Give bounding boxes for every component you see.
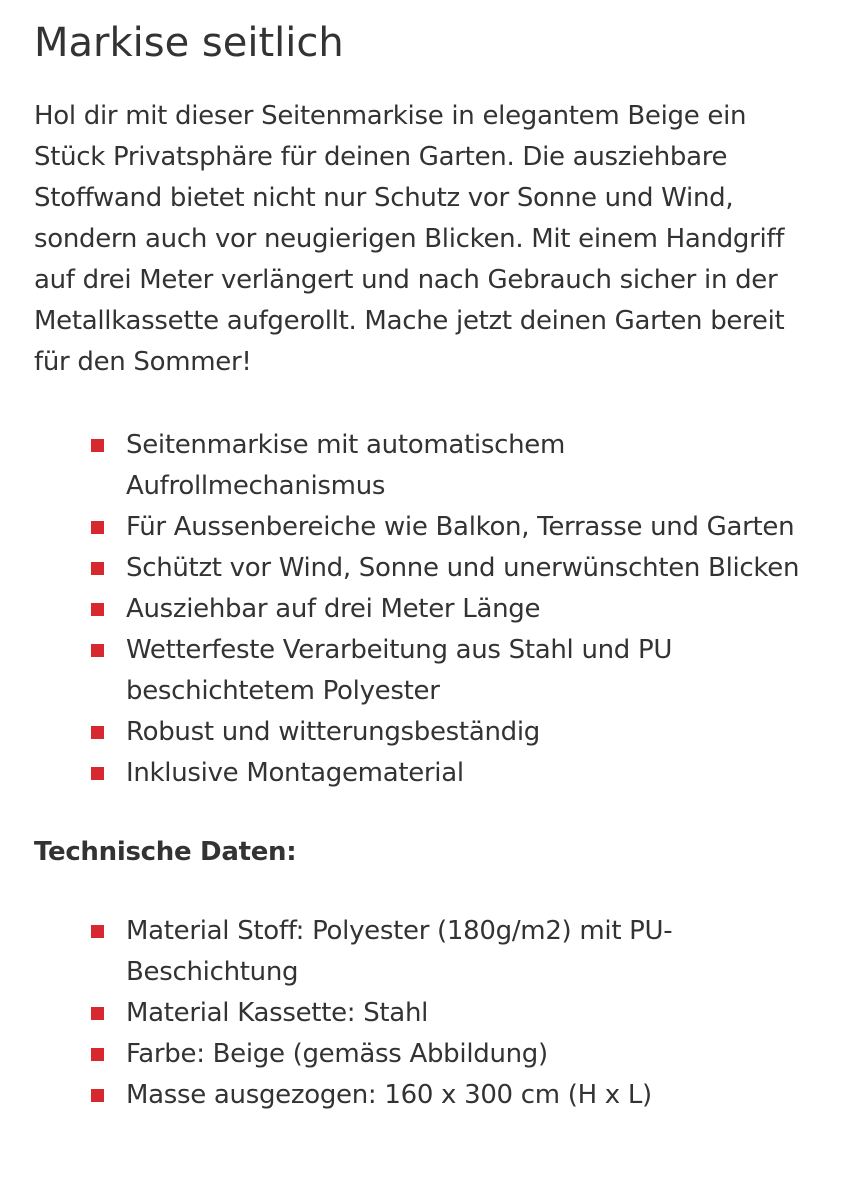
feature-item xyxy=(126,630,810,712)
tech-spec-text: Masse ausgezogen: 160 x 300 cm (H x L) xyxy=(126,1080,652,1110)
feature-text: Robust und witterungsbeständig xyxy=(126,717,540,747)
product-description: Hol dir mit dieser Seitenmarkise in elegantem Beige ein Stück Privatsphäre für deinen Garten. Die ausziehbare Stoffwand bietet nicht nur Schutz vor Sonne und Wind, sondern auch vor neugierigen Blicken. Mit einem Handgriff auf drei Meter verlängert und nach Gebrauch sicher in der Metallkassette aufgerollt. Mache jetzt deinen Garten bereit für den Sommer! xyxy=(34,101,785,377)
square-bullet-icon xyxy=(91,439,104,452)
feature-item xyxy=(126,712,810,753)
feature-item xyxy=(126,507,810,548)
feature-item xyxy=(126,753,810,794)
feature-text: Schützt vor Wind, Sonne und unerwünschten Blicken xyxy=(126,553,800,583)
tech-spec-item xyxy=(126,1034,810,1075)
square-bullet-icon xyxy=(91,603,104,616)
square-bullet-icon xyxy=(91,1007,104,1020)
tech-spec-item xyxy=(126,1075,810,1116)
tech-spec-text: Material Kassette: Stahl xyxy=(126,998,429,1028)
square-bullet-icon xyxy=(91,521,104,534)
feature-text: Inklusive Montagematerial xyxy=(126,758,464,788)
square-bullet-icon xyxy=(91,767,104,780)
feature-list xyxy=(34,425,810,794)
feature-item xyxy=(126,589,810,630)
square-bullet-icon xyxy=(91,644,104,657)
feature-text: Für Aussenbereiche wie Balkon, Terrasse und Garten xyxy=(126,512,795,542)
square-bullet-icon xyxy=(91,726,104,739)
page-title: Markise seitlich xyxy=(34,20,344,66)
square-bullet-icon xyxy=(91,562,104,575)
tech-specs-heading: Technische Daten: xyxy=(34,837,297,867)
feature-item xyxy=(126,425,810,507)
tech-specs-list xyxy=(34,911,810,1116)
square-bullet-icon xyxy=(91,925,104,938)
tech-spec-text: Farbe: Beige (gemäss Abbildung) xyxy=(126,1039,548,1069)
tech-spec-item xyxy=(126,993,810,1034)
feature-text: Seitenmarkise mit automatischem Aufrollmechanismus xyxy=(126,430,565,501)
tech-spec-text: Material Stoff: Polyester (180g/m2) mit PU-Beschichtung xyxy=(126,916,673,987)
feature-text: Wetterfeste Verarbeitung aus Stahl und PU beschichtetem Polyester xyxy=(126,635,673,706)
square-bullet-icon xyxy=(91,1048,104,1061)
feature-item xyxy=(126,548,810,589)
tech-spec-item xyxy=(126,911,810,993)
square-bullet-icon xyxy=(91,1089,104,1102)
feature-text: Ausziehbar auf drei Meter Länge xyxy=(126,594,541,624)
